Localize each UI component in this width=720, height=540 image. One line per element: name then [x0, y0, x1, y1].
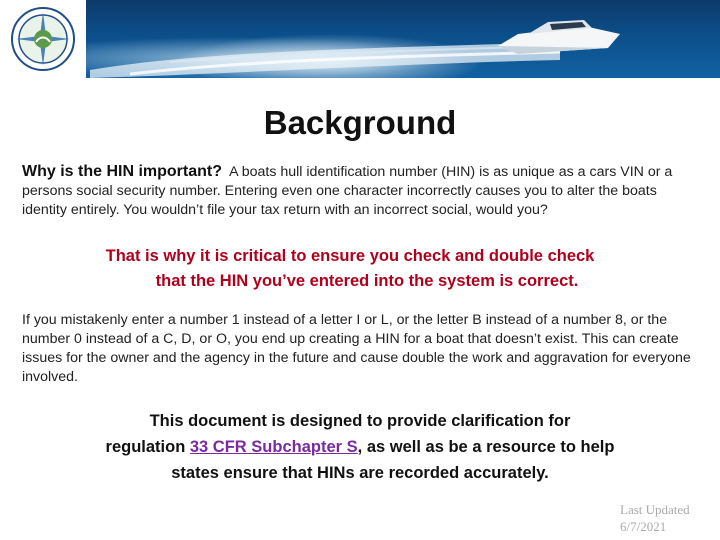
closing-line-2 — [40, 434, 680, 460]
logo-panel — [0, 0, 86, 78]
intro-paragraph — [22, 162, 698, 220]
closing-statement — [40, 408, 680, 486]
emphasis-line-2: that the HIN you’ve entered into the system is correct. — [155, 272, 579, 290]
emphasis-line-1: That is why it is critical to ensure you check and double check — [105, 247, 595, 265]
seal-logo-icon — [10, 6, 76, 72]
last-updated — [620, 501, 715, 535]
closing-line-3: states ensure that HINs are recorded accurately. — [171, 464, 549, 482]
closing-line-2-before: regulation — [105, 438, 190, 456]
last-updated-date: 6/7/2021 — [620, 519, 667, 534]
last-updated-label: Last Updated — [620, 502, 690, 517]
intro-lead: Why is the HIN important? — [22, 163, 222, 180]
regulation-link[interactable]: 33 CFR Subchapter S — [189, 438, 358, 456]
closing-line-1: This document is designed to provide clarification for — [149, 412, 571, 430]
page-title: Background — [263, 104, 457, 141]
closing-line-2-after: , as well as be a resource to help — [357, 438, 615, 456]
mistakes-paragraph: If you mistakenly enter a number 1 instead of a letter I or L, or the letter B instead of a number 8, or the number 0 instead of a C, D, or O, you end up creating a HIN for a boat that doesn’t exist. This can create issues for the owner and the agency in the future and cause double the work and aggravation for everyone involved. — [22, 312, 691, 385]
header-banner — [0, 0, 720, 78]
emphasis-statement — [60, 244, 640, 294]
intro-text: A boats hull identification number (HIN) is as unique as a cars VIN or a persons social security number. Entering even one character incorrectly causes you to alter the boats identity entirely. You wouldn’t file your tax return with an incorrect social, would you? — [22, 164, 673, 218]
speedboat-graphic — [488, 8, 628, 64]
